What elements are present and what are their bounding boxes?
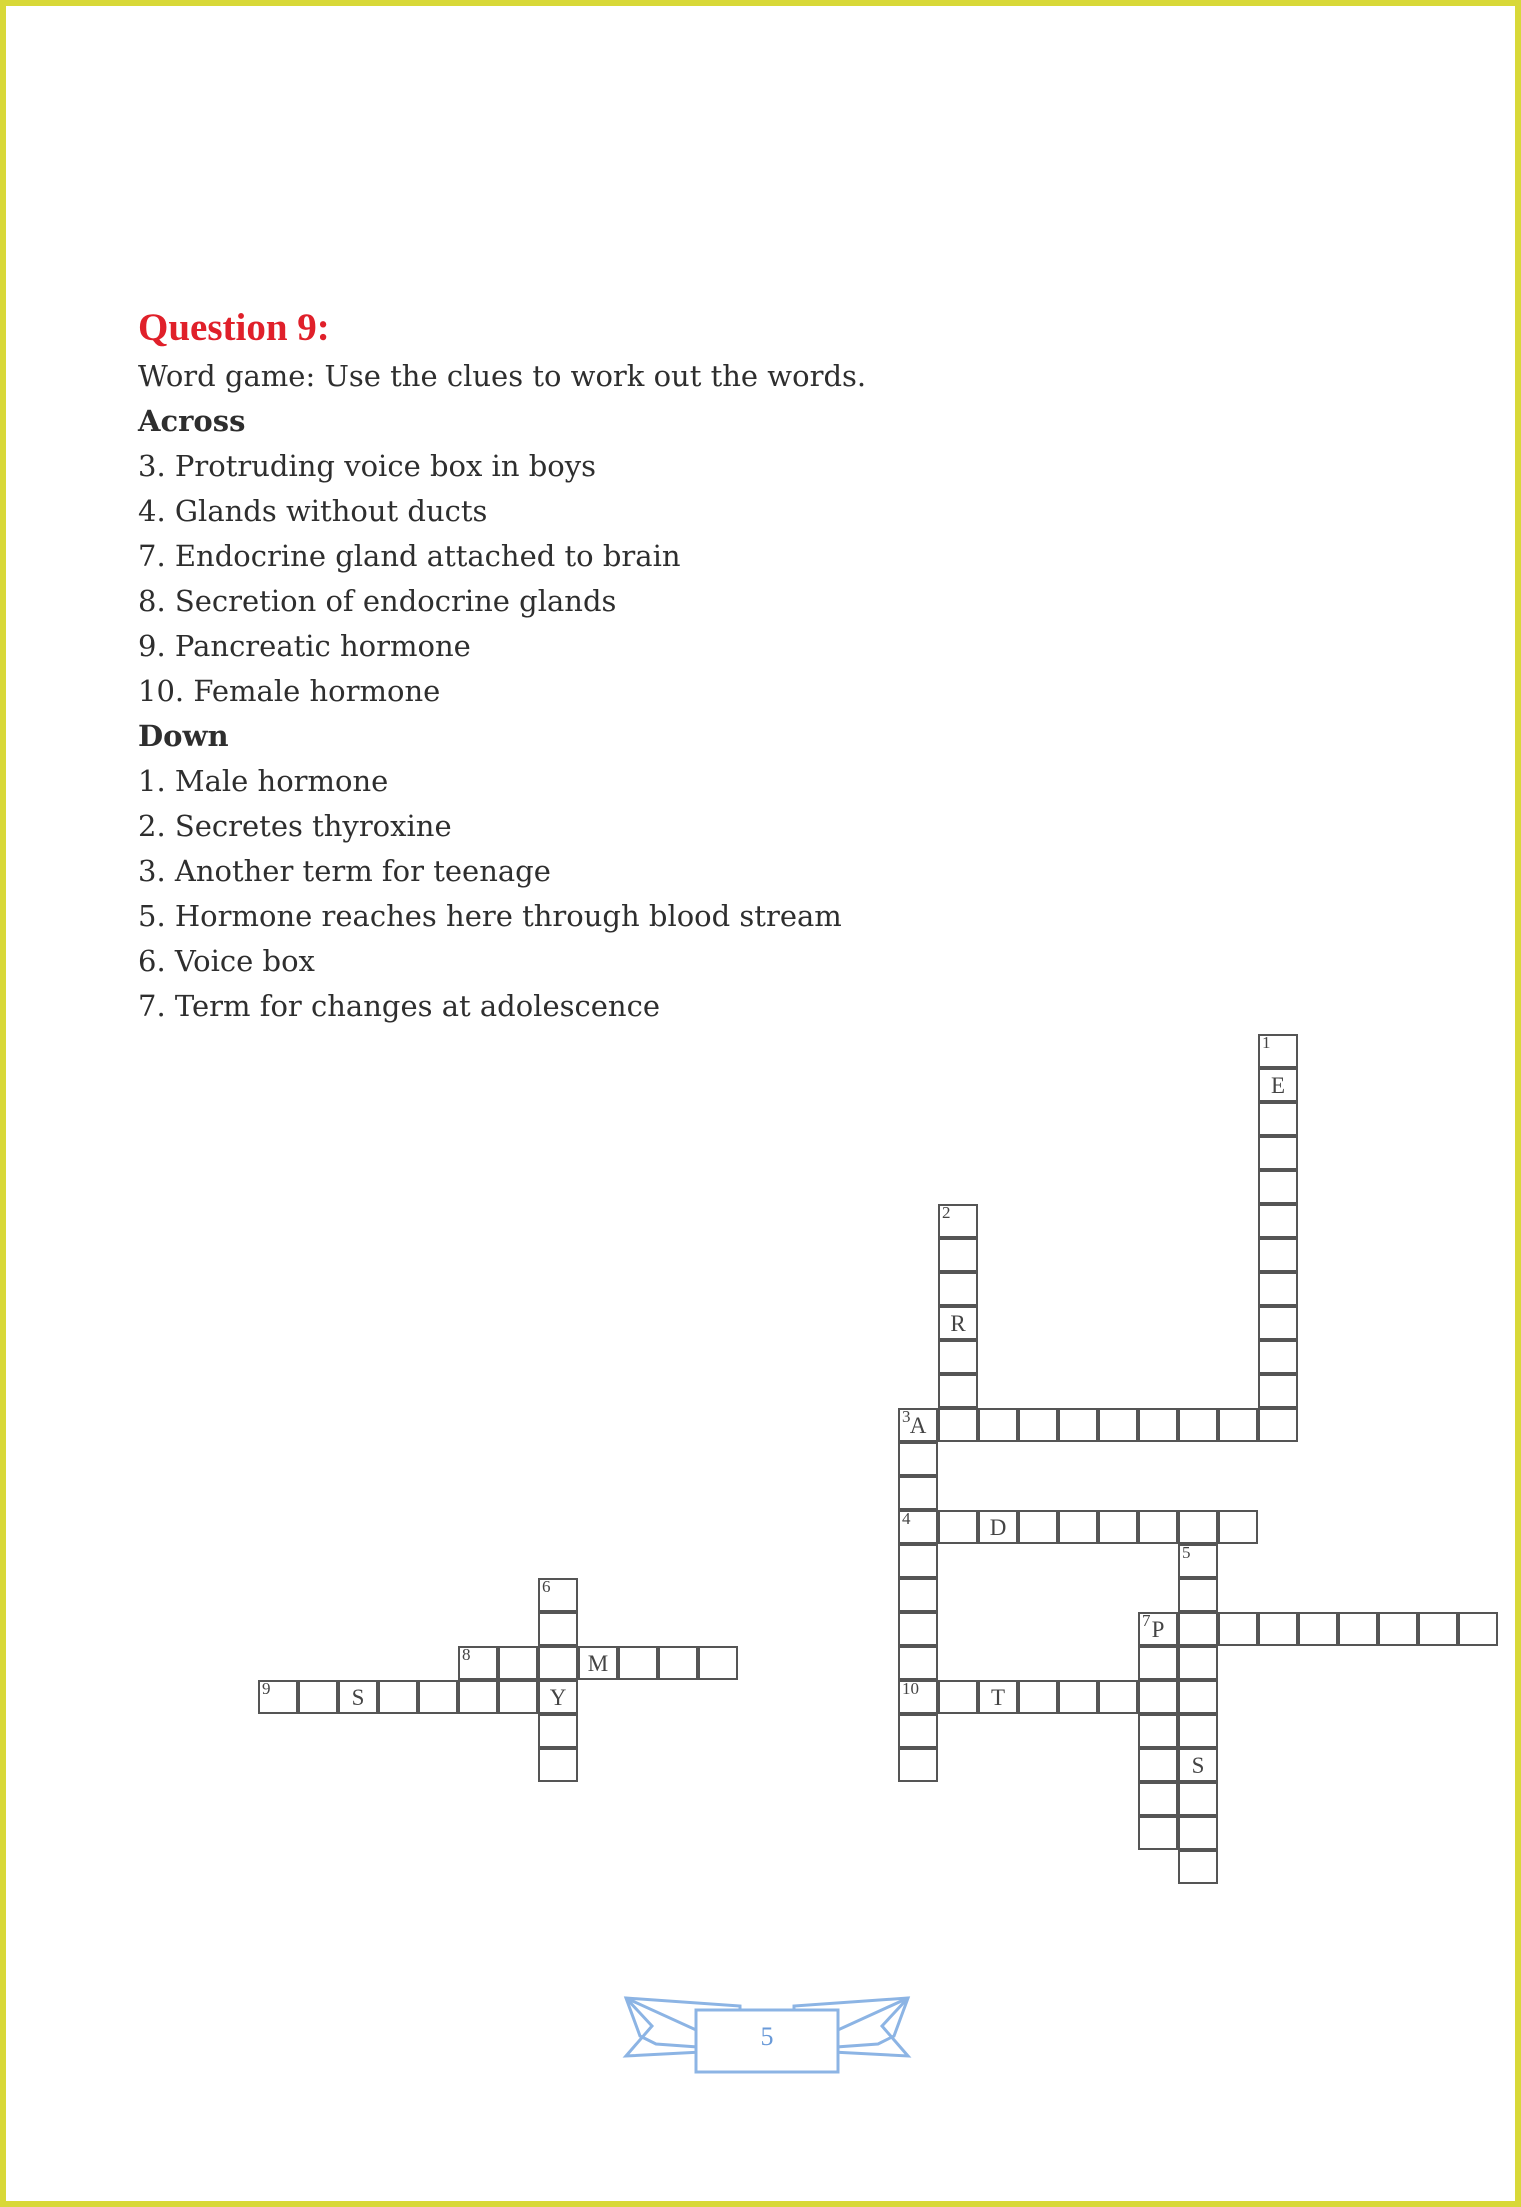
crossword-cell[interactable] bbox=[458, 1680, 498, 1714]
crossword-cell[interactable] bbox=[898, 1646, 938, 1680]
down-clue: 3. Another term for teenage bbox=[138, 854, 551, 888]
crossword-cell[interactable] bbox=[1178, 1782, 1218, 1816]
down-clue: 1. Male hormone bbox=[138, 764, 389, 798]
crossword-cell[interactable] bbox=[1138, 1782, 1178, 1816]
crossword-cell[interactable] bbox=[1258, 1102, 1298, 1136]
crossword-cell[interactable] bbox=[1178, 1612, 1218, 1646]
crossword-cell[interactable] bbox=[898, 1442, 938, 1476]
crossword-cell[interactable] bbox=[1178, 1816, 1218, 1850]
down-heading: Down bbox=[138, 719, 229, 753]
crossword-cell[interactable] bbox=[1098, 1680, 1138, 1714]
crossword-cell[interactable] bbox=[1258, 1170, 1298, 1204]
across-clue: 4. Glands without ducts bbox=[138, 494, 488, 528]
down-clue: 2. Secretes thyroxine bbox=[138, 809, 452, 843]
given-letter: T bbox=[990, 1685, 1006, 1710]
crossword-cell[interactable] bbox=[898, 1680, 938, 1714]
crossword-cell[interactable] bbox=[1178, 1850, 1218, 1884]
down-clue: 6. Voice box bbox=[138, 944, 315, 978]
crossword-cell[interactable] bbox=[1178, 1714, 1218, 1748]
crossword-cell[interactable] bbox=[298, 1680, 338, 1714]
crossword-cell[interactable] bbox=[538, 1578, 578, 1612]
crossword-cell[interactable] bbox=[938, 1272, 978, 1306]
crossword-cell[interactable] bbox=[698, 1646, 738, 1680]
crossword-cell[interactable] bbox=[1218, 1408, 1258, 1442]
crossword-cell[interactable] bbox=[538, 1680, 578, 1714]
instruction-text: Word game: Use the clues to work out the words. bbox=[138, 359, 867, 393]
crossword-cell[interactable] bbox=[1138, 1680, 1178, 1714]
crossword-cell[interactable] bbox=[658, 1646, 698, 1680]
given-letter: A bbox=[909, 1413, 927, 1438]
crossword-cell[interactable] bbox=[898, 1578, 938, 1612]
across-clue: 3. Protruding voice box in boys bbox=[138, 449, 597, 483]
crossword-cell[interactable] bbox=[1218, 1612, 1258, 1646]
crossword-cell[interactable] bbox=[1178, 1544, 1218, 1578]
crossword-cell[interactable] bbox=[1018, 1408, 1058, 1442]
crossword-cell[interactable] bbox=[1138, 1714, 1178, 1748]
clue-number: 10 bbox=[902, 1679, 919, 1698]
crossword-cell[interactable] bbox=[1138, 1646, 1178, 1680]
crossword-cell[interactable] bbox=[1058, 1680, 1098, 1714]
given-letter: E bbox=[1270, 1073, 1286, 1098]
crossword-cell[interactable] bbox=[1178, 1646, 1218, 1680]
crossword-cell[interactable] bbox=[1178, 1510, 1218, 1544]
clue-number: 1 bbox=[1262, 1033, 1271, 1052]
crossword-cell[interactable] bbox=[1378, 1612, 1418, 1646]
crossword-cell[interactable] bbox=[538, 1646, 578, 1680]
across-heading: Across bbox=[138, 404, 246, 438]
crossword-cell[interactable] bbox=[938, 1680, 978, 1714]
clue-number: 4 bbox=[902, 1509, 911, 1528]
crossword-cell[interactable] bbox=[1258, 1612, 1298, 1646]
crossword-cell[interactable] bbox=[418, 1680, 458, 1714]
clue-number: 3 bbox=[902, 1407, 911, 1426]
crossword-cell[interactable] bbox=[1178, 1680, 1218, 1714]
crossword-cell[interactable] bbox=[1258, 1204, 1298, 1238]
crossword-cell[interactable] bbox=[978, 1408, 1018, 1442]
crossword-cell[interactable] bbox=[938, 1238, 978, 1272]
crossword-cell[interactable] bbox=[978, 1510, 1018, 1544]
crossword-cell[interactable] bbox=[1258, 1034, 1298, 1068]
crossword-cell[interactable] bbox=[1058, 1408, 1098, 1442]
crossword-grid bbox=[6, 6, 1521, 2207]
given-letter: Y bbox=[549, 1685, 567, 1710]
crossword-cell[interactable] bbox=[1258, 1340, 1298, 1374]
crossword-cell[interactable] bbox=[1258, 1374, 1298, 1408]
given-letter: D bbox=[989, 1515, 1007, 1540]
given-letter: M bbox=[587, 1651, 609, 1676]
down-clue: 5. Hormone reaches here through blood stream bbox=[138, 899, 842, 933]
crossword-cell[interactable] bbox=[1138, 1408, 1178, 1442]
crossword-cell[interactable] bbox=[898, 1408, 938, 1442]
across-clue: 7. Endocrine gland attached to brain bbox=[138, 539, 681, 573]
crossword-cell[interactable] bbox=[258, 1680, 298, 1714]
crossword-cell[interactable] bbox=[898, 1476, 938, 1510]
crossword-cell[interactable] bbox=[938, 1408, 978, 1442]
across-clue: 10. Female hormone bbox=[138, 674, 441, 708]
given-letter: R bbox=[950, 1311, 966, 1336]
across-clue: 9. Pancreatic hormone bbox=[138, 629, 471, 663]
crossword-cell[interactable] bbox=[1258, 1238, 1298, 1272]
crossword-cell[interactable] bbox=[1138, 1612, 1178, 1646]
crossword-cell[interactable] bbox=[618, 1646, 658, 1680]
crossword-cell[interactable] bbox=[898, 1510, 938, 1544]
crossword-cell[interactable] bbox=[898, 1544, 938, 1578]
clue-number: 2 bbox=[942, 1203, 951, 1222]
crossword-cell[interactable] bbox=[1338, 1612, 1378, 1646]
crossword-cell[interactable] bbox=[1098, 1510, 1138, 1544]
crossword-cell[interactable] bbox=[338, 1680, 378, 1714]
crossword-cell[interactable] bbox=[498, 1680, 538, 1714]
given-letter: P bbox=[1151, 1617, 1165, 1642]
crossword-cell[interactable] bbox=[1018, 1510, 1058, 1544]
crossword-cell[interactable] bbox=[1098, 1408, 1138, 1442]
crossword-cell[interactable] bbox=[458, 1646, 498, 1680]
crossword-cell[interactable] bbox=[1138, 1816, 1178, 1850]
crossword-cell[interactable] bbox=[1178, 1748, 1218, 1782]
crossword-cell[interactable] bbox=[978, 1680, 1018, 1714]
crossword-cell[interactable] bbox=[1138, 1510, 1178, 1544]
crossword-cell[interactable] bbox=[898, 1748, 938, 1782]
crossword-cell[interactable] bbox=[1258, 1408, 1298, 1442]
across-clue: 8. Secretion of endocrine glands bbox=[138, 584, 617, 618]
clue-number: 8 bbox=[462, 1645, 471, 1664]
crossword-cell[interactable] bbox=[938, 1510, 978, 1544]
crossword-cell[interactable] bbox=[1178, 1578, 1218, 1612]
crossword-cell[interactable] bbox=[1258, 1306, 1298, 1340]
crossword-cell[interactable] bbox=[378, 1680, 418, 1714]
down-clue: 7. Term for changes at adolescence bbox=[138, 989, 660, 1023]
crossword-cell[interactable] bbox=[1178, 1408, 1218, 1442]
crossword-cell[interactable] bbox=[498, 1646, 538, 1680]
crossword-cell[interactable] bbox=[1018, 1680, 1058, 1714]
crossword-cell[interactable] bbox=[1298, 1612, 1338, 1646]
page-number-badge bbox=[622, 1996, 912, 2076]
crossword-cell[interactable] bbox=[1458, 1612, 1498, 1646]
crossword-cell[interactable] bbox=[938, 1340, 978, 1374]
crossword-cell[interactable] bbox=[1258, 1272, 1298, 1306]
crossword-cell[interactable] bbox=[1058, 1510, 1098, 1544]
given-letter: S bbox=[1191, 1753, 1205, 1778]
crossword-cell[interactable] bbox=[898, 1612, 938, 1646]
clue-number: 9 bbox=[262, 1679, 271, 1698]
crossword-cell[interactable] bbox=[1418, 1612, 1458, 1646]
clue-number: 7 bbox=[1142, 1611, 1151, 1630]
crossword-cell[interactable] bbox=[1258, 1068, 1298, 1102]
crossword-cell[interactable] bbox=[898, 1714, 938, 1748]
clue-number: 6 bbox=[542, 1577, 551, 1596]
crossword-cell[interactable] bbox=[938, 1204, 978, 1238]
crossword-cell[interactable] bbox=[938, 1374, 978, 1408]
crossword-cell[interactable] bbox=[538, 1612, 578, 1646]
crossword-cell[interactable] bbox=[1218, 1510, 1258, 1544]
crossword-cell[interactable] bbox=[538, 1748, 578, 1782]
crossword-cell[interactable] bbox=[1258, 1136, 1298, 1170]
crossword-cell[interactable] bbox=[538, 1714, 578, 1748]
crossword-cell[interactable] bbox=[1138, 1748, 1178, 1782]
crossword-cell[interactable] bbox=[578, 1646, 618, 1680]
clue-number: 5 bbox=[1182, 1543, 1191, 1562]
given-letter: S bbox=[351, 1685, 365, 1710]
crossword-cell[interactable] bbox=[938, 1306, 978, 1340]
question-title: Question 9: bbox=[138, 306, 330, 349]
page-number: 5 bbox=[760, 2022, 774, 2051]
